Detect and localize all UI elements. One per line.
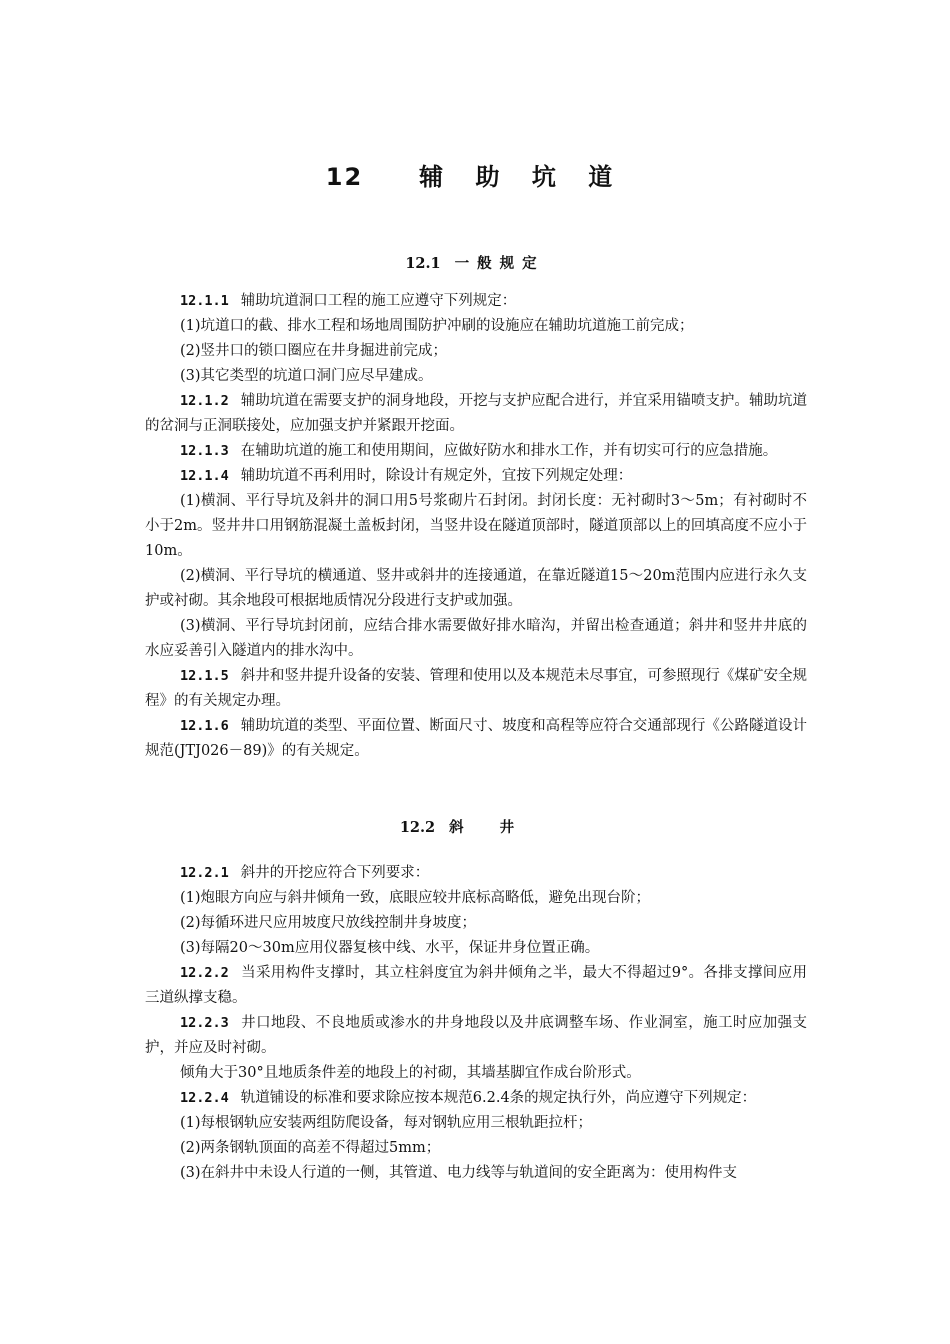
paragraph-text: (1)每根钢轨应安装两组防爬设备，每对钢轨应用三根轨距拉杆； — [180, 1115, 593, 1131]
paragraph-text: (3)在斜井中未设人行道的一侧，其管道、电力线等与轨道间的安全距离为：使用构件支 — [180, 1165, 738, 1181]
chapter-number: 12 — [325, 163, 364, 191]
paragraph-text: (2)每循环进尺应用坡度尺放线控制井身坡度； — [180, 915, 477, 931]
paragraph-text: (2)两条钢轨顶面的高差不得超过5mm； — [180, 1140, 441, 1156]
paragraph-text: 辅助坑道洞口工程的施工应遵守下列规定： — [240, 293, 517, 309]
clause-paragraph — [145, 714, 807, 764]
clause-paragraph — [145, 439, 807, 464]
clause-number: 12.1.1 — [180, 293, 229, 309]
clause-number: 12.2.1 — [180, 865, 229, 881]
list-item — [145, 911, 807, 936]
clause-number: 12.2.2 — [180, 965, 229, 981]
list-item — [145, 489, 807, 564]
list-item — [145, 936, 807, 961]
paragraph-text: (1)横洞、平行导坑及斜井的洞口用5号浆砌片石封闭。封闭长度：无衬砌时3～5m；有衬砌时不小于2m。竖井井口用钢筋混凝土盖板封闭，当竖井设在隧道顶部时，隧道顶部以上的回填高度不应小于10m。 — [145, 493, 807, 559]
clause-number: 12.2.3 — [180, 1015, 229, 1031]
paragraph-text: (3)横洞、平行导坑封闭前，应结合排水需要做好排水暗沟，并留出检查通道；斜井和竖井井底的水应妥善引入隧道内的排水沟中。 — [145, 618, 807, 659]
list-item — [145, 339, 807, 364]
clause-paragraph — [145, 961, 807, 1011]
clause-paragraph — [145, 664, 807, 714]
paragraph-text: 辅助坑道的类型、平面位置、断面尺寸、坡度和高程等应符合交通部现行《公路隧道设计规范(JTJ026－89)》的有关规定。 — [145, 718, 807, 759]
paragraph-text: (1)坑道口的截、排水工程和场地周围防护冲刷的设施应在辅助坑道施工前完成； — [180, 318, 694, 334]
section-12-1-body — [145, 289, 807, 764]
clause-paragraph — [145, 464, 807, 489]
paragraph-text: 斜井和竖井提升设备的安装、管理和使用以及本规范未尽事宜，可参照现行《煤矿安全规程》的有关规定办理。 — [145, 668, 807, 709]
chapter-title — [0, 157, 950, 192]
section-number: 12.1 — [405, 255, 441, 272]
section-name: 一般规定 — [454, 255, 545, 272]
section-12-2-body — [145, 861, 807, 1186]
paragraph-text: 轨道铺设的标准和要求除应按本规范6.2.4条的规定执行外，尚应遵守下列规定： — [240, 1090, 757, 1106]
paragraph-text: (1)炮眼方向应与斜井倾角一致，底眼应较井底标高略低，避免出现台阶； — [180, 890, 651, 906]
clause-number: 12.1.5 — [180, 668, 229, 684]
list-item — [145, 564, 807, 614]
clause-paragraph — [145, 389, 807, 439]
clause-number: 12.1.3 — [180, 443, 229, 459]
paragraph-text: (2)竖井口的锁口圈应在井身掘进前完成； — [180, 343, 448, 359]
clause-paragraph — [145, 861, 807, 886]
list-item — [145, 314, 807, 339]
paragraph-text: 井口地段、不良地质或渗水的井身地段以及井底调整车场、作业洞室，施工时应加强支护，并应及时衬砌。 — [145, 1015, 807, 1056]
list-item — [145, 614, 807, 664]
clause-number: 12.1.2 — [180, 393, 229, 409]
section-number: 12.2 — [399, 819, 436, 836]
clause-number: 12.2.4 — [180, 1090, 229, 1106]
paragraph-text: 斜井的开挖应符合下列要求： — [240, 865, 430, 881]
paragraph-text: (3)每隔20～30m应用仪器复核中线、水平，保证井身位置正确。 — [180, 940, 600, 956]
list-item — [145, 886, 807, 911]
paragraph-text: 倾角大于30°且地质条件差的地段上的衬砌，其墙基脚宜作成台阶形式。 — [180, 1065, 641, 1081]
section-heading-12-2 — [0, 816, 950, 837]
clause-paragraph — [145, 1086, 807, 1111]
list-item — [145, 1061, 807, 1086]
clause-paragraph — [145, 289, 807, 314]
list-item — [145, 364, 807, 389]
list-item — [145, 1136, 807, 1161]
paragraph-text: 当采用构件支撑时，其立柱斜度宜为斜井倾角之半，最大不得超过9°。各排支撑间应用三道纵撑支稳。 — [145, 965, 807, 1006]
list-item — [145, 1111, 807, 1136]
paragraph-text: (3)其它类型的坑道口洞门应尽早建成。 — [180, 368, 433, 384]
paragraph-text: 在辅助坑道的施工和使用期间，应做好防水和排水工作，并有切实可行的应急措施。 — [240, 443, 778, 459]
clause-paragraph — [145, 1011, 807, 1061]
paragraph-text: 辅助坑道在需要支护的洞身地段，开挖与支护应配合进行，并宜采用锚喷支护。辅助坑道的岔洞与正洞联接处，应加强支护并紧跟开挖面。 — [145, 393, 807, 434]
chapter-name: 辅 助 坑 道 — [419, 163, 625, 191]
clause-number: 12.1.4 — [180, 468, 229, 484]
list-item — [145, 1161, 807, 1186]
clause-number: 12.1.6 — [180, 718, 229, 734]
section-heading-12-1 — [0, 252, 950, 273]
paragraph-text: (2)横洞、平行导坑的横通道、竖井或斜井的连接通道，在靠近隧道15～20m范围内应进行永久支护或衬砌。其余地段可根据地质情况分段进行支护或加强。 — [145, 568, 807, 609]
paragraph-text: 辅助坑道不再利用时，除设计有规定外，宜按下列规定处理： — [240, 468, 633, 484]
section-name: 斜井 — [449, 819, 551, 836]
